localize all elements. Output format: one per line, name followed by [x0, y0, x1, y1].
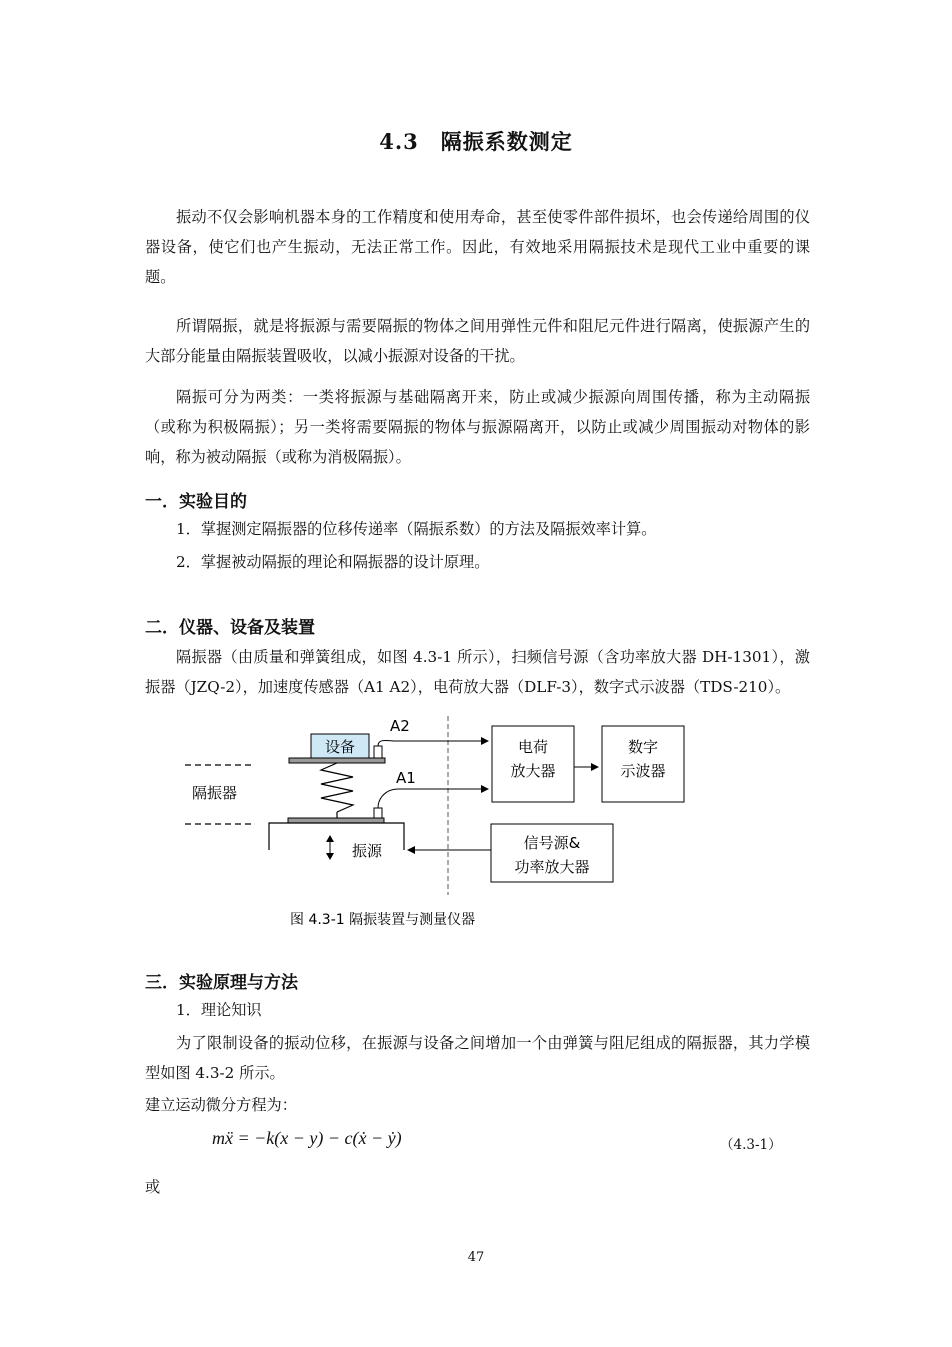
vibration-source-label: 振源	[352, 842, 383, 860]
section-heading-equipment: 二．仪器、设备及装置	[145, 618, 315, 638]
equipment-paragraph: 隔振器（由质量和弹簧组成，如图 4.3-1 所示），扫频信号源（含功率放大器 DH-1301），激振器（JZQ-2），加速度传感器（A1 A2），电荷放大器（DLF-3），数字式示波器（TDS-210）。	[145, 648, 810, 696]
principle-paragraph: 为了限制设备的振动位移，在振源与设备之间增加一个由弹簧与阻尼组成的隔振器，其力学模型如图 4.3-2 所示。	[145, 1034, 810, 1082]
motion-equation: mẍ = −k(x − y) − c(ẋ − ẏ)	[212, 1128, 402, 1148]
equation-number: （4.3-1）	[720, 1137, 782, 1153]
equipment-label: 设备	[324, 738, 356, 756]
sensor-a2-block	[374, 746, 382, 758]
continuation-text: 或	[145, 1178, 161, 1196]
a2-signal-wire	[378, 740, 488, 746]
isolator-label: 隔振器	[192, 784, 238, 802]
charge-amplifier-line2: 放大器	[510, 762, 556, 780]
intro-paragraph-3: 隔振可分为两类：一类将振源与基础隔离开来，防止或减少振源向周围传播，称为主动隔振（或称为积极隔振）；另一类将需要隔振的物体与振源隔离开，以防止或减少周围振动对物体的影响，称为被动隔振（或称为消极隔振）。	[145, 388, 810, 466]
purpose-item-1: 1．掌握测定隔振器的位移传递率（隔振系数）的方法及隔振效率计算。	[176, 520, 657, 538]
section-heading-principle: 三．实验原理与方法	[145, 973, 298, 993]
oscilloscope-line1: 数字	[627, 738, 659, 756]
purpose-item-2: 2．掌握被动隔振的理论和隔振器的设计原理。	[176, 553, 490, 571]
upper-plate	[289, 758, 385, 763]
signal-source-line1: 信号源&	[523, 834, 581, 852]
intro-paragraph-2: 所谓隔振，就是将振源与需要隔振的物体之间用弹性元件和阻尼元件进行隔离，使振源产生的大部分能量由隔振装置吸收，以减小振源对设备的干扰。	[145, 317, 810, 365]
sensor-a2-label: A2	[390, 717, 410, 735]
signal-source-line2: 功率放大器	[514, 858, 590, 876]
principle-subheading: 1．理论知识	[176, 1001, 262, 1019]
exciter-base	[269, 823, 404, 850]
figure-caption: 图 4.3-1 隔振装置与测量仪器	[290, 912, 476, 928]
sensor-a1-block	[374, 808, 382, 818]
page-title: 4.3 隔振系数测定	[379, 129, 573, 154]
spring-icon	[321, 763, 353, 812]
a1-signal-wire	[378, 789, 488, 808]
intro-paragraph-1: 振动不仅会影响机器本身的工作精度和使用寿命，甚至使零件部件损坏，也会传递给周围的仪器设备，使它们也产生振动，无法正常工作。因此，有效地采用隔振技术是现代工业中重要的课题。	[145, 208, 810, 286]
lower-plate	[288, 818, 384, 823]
section-heading-purpose: 一．实验目的	[145, 492, 247, 512]
equation-intro: 建立运动微分方程为：	[145, 1096, 297, 1114]
charge-amplifier-line1: 电荷	[517, 738, 549, 756]
sensor-a1-label: A1	[396, 769, 416, 787]
page-number: 47	[467, 1250, 485, 1265]
oscilloscope-line2: 示波器	[620, 762, 666, 780]
